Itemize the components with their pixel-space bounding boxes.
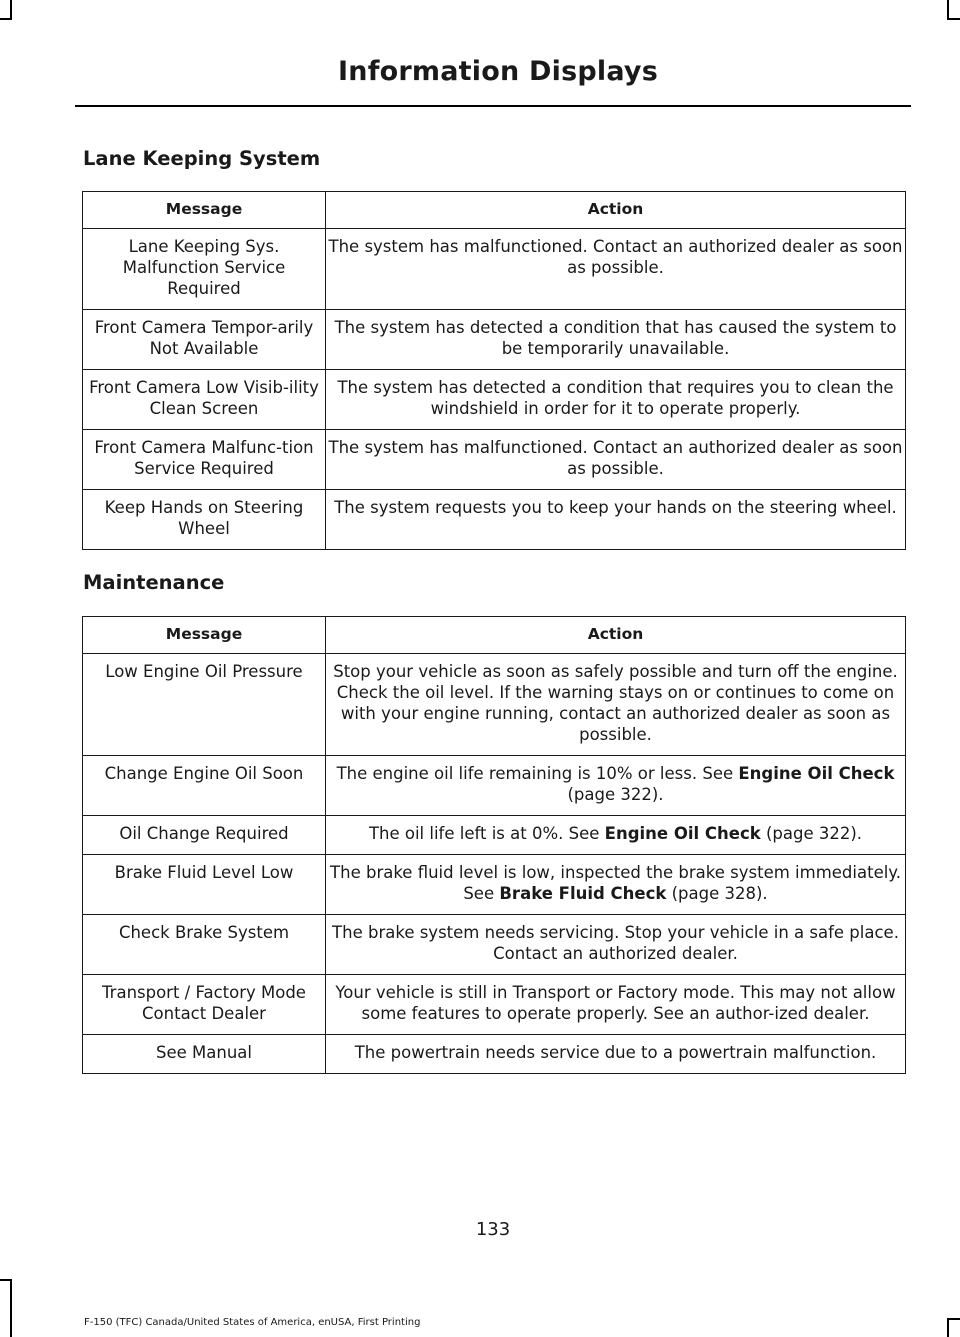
crop-mark-top-left	[10, 0, 12, 20]
action-cell: The system has detected a condition that has caused the system to be temporarily unavailable.	[326, 310, 906, 370]
action-cell: The system has malfunctioned. Contact an authorized dealer as soon as possible.	[326, 229, 906, 310]
action-cell	[326, 855, 906, 915]
message-cell: Low Engine Oil Pressure	[83, 654, 326, 756]
crop-mark-top-right	[947, 0, 949, 20]
crop-mark-bottom-right-h	[947, 1318, 960, 1320]
page-reference: (page 328).	[666, 884, 768, 903]
action-cell: The system has detected a condition that requires you to clean the windshield in order for it to operate properly.	[326, 370, 906, 430]
message-cell: Change Engine Oil Soon	[83, 756, 326, 816]
table-row	[83, 816, 906, 855]
message-cell: Front Camera Malfunc-tion Service Required	[83, 430, 326, 490]
message-cell: Front Camera Low Visib-ility Clean Screen	[83, 370, 326, 430]
lane-keeping-table	[82, 191, 906, 550]
crop-mark-bottom-left-h	[0, 1279, 12, 1281]
page-number: 133	[475, 1219, 511, 1240]
message-cell: Oil Change Required	[83, 816, 326, 855]
table-row	[83, 310, 906, 370]
action-text: The brake fluid level is low, inspected the brake system immediately. See	[330, 863, 901, 903]
message-cell: Keep Hands on Steering Wheel	[83, 490, 326, 550]
action-cell	[326, 816, 906, 855]
table-row	[83, 975, 906, 1035]
action-cell	[326, 756, 906, 816]
table-row	[83, 229, 906, 310]
column-header-action: Action	[326, 192, 906, 229]
page-reference: (page 322).	[567, 785, 664, 804]
action-cell: The system requests you to keep your hands on the steering wheel.	[326, 490, 906, 550]
crop-mark-bottom-left	[10, 1279, 12, 1337]
table-row	[83, 430, 906, 490]
action-cell: Your vehicle is still in Transport or Factory mode. This may not allow some features to operate properly. See an author-ized dealer.	[326, 975, 906, 1035]
cross-reference-link[interactable]: Brake Fluid Check	[499, 884, 667, 903]
message-cell: Check Brake System	[83, 915, 326, 975]
action-cell: The brake system needs servicing. Stop your vehicle in a safe place. Contact an authorized dealer.	[326, 915, 906, 975]
table-row	[83, 915, 906, 975]
table-row	[83, 370, 906, 430]
action-text: The engine oil life remaining is 10% or less. See	[336, 764, 739, 783]
crop-mark-top-left-h	[0, 18, 12, 20]
table-header-row	[83, 617, 906, 654]
table-header-row	[83, 192, 906, 229]
action-cell: Stop your vehicle as soon as safely possible and turn off the engine. Check the oil level. If the warning stays on or continues to come on with your engine running, contact an authorized dealer as soon as possible.	[326, 654, 906, 756]
cross-reference-link[interactable]: Engine Oil Check	[604, 824, 761, 843]
action-cell: The system has malfunctioned. Contact an authorized dealer as soon as possible.	[326, 430, 906, 490]
crop-mark-top-right-h	[947, 18, 960, 20]
column-header-action: Action	[326, 617, 906, 654]
page-reference: (page 322).	[760, 824, 863, 843]
table-row	[83, 654, 906, 756]
crop-mark-bottom-right	[947, 1318, 949, 1337]
message-cell: Front Camera Tempor-arily Not Available	[83, 310, 326, 370]
action-cell: The powertrain needs service due to a powertrain malfunction.	[326, 1035, 906, 1074]
header-divider	[75, 105, 911, 107]
message-cell: Brake Fluid Level Low	[83, 855, 326, 915]
column-header-message: Message	[83, 617, 326, 654]
page-header-title: Information Displays	[338, 56, 658, 87]
footer-print-info: F-150 (TFC) Canada/United States of America, enUSA, First Printing	[84, 1317, 421, 1328]
message-cell: Transport / Factory Mode Contact Dealer	[83, 975, 326, 1035]
column-header-message: Message	[83, 192, 326, 229]
table-row	[83, 1035, 906, 1074]
message-cell: Lane Keeping Sys. Malfunction Service Required	[83, 229, 326, 310]
section-title-maintenance: Maintenance	[83, 571, 225, 594]
table-row	[83, 756, 906, 816]
action-text: The oil life left is at 0%. See	[368, 824, 605, 843]
section-title-lane-keeping: Lane Keeping System	[83, 147, 321, 170]
cross-reference-link[interactable]: Engine Oil Check	[738, 764, 895, 783]
message-cell: See Manual	[83, 1035, 326, 1074]
maintenance-table	[82, 616, 906, 1074]
table-row	[83, 490, 906, 550]
table-row	[83, 855, 906, 915]
